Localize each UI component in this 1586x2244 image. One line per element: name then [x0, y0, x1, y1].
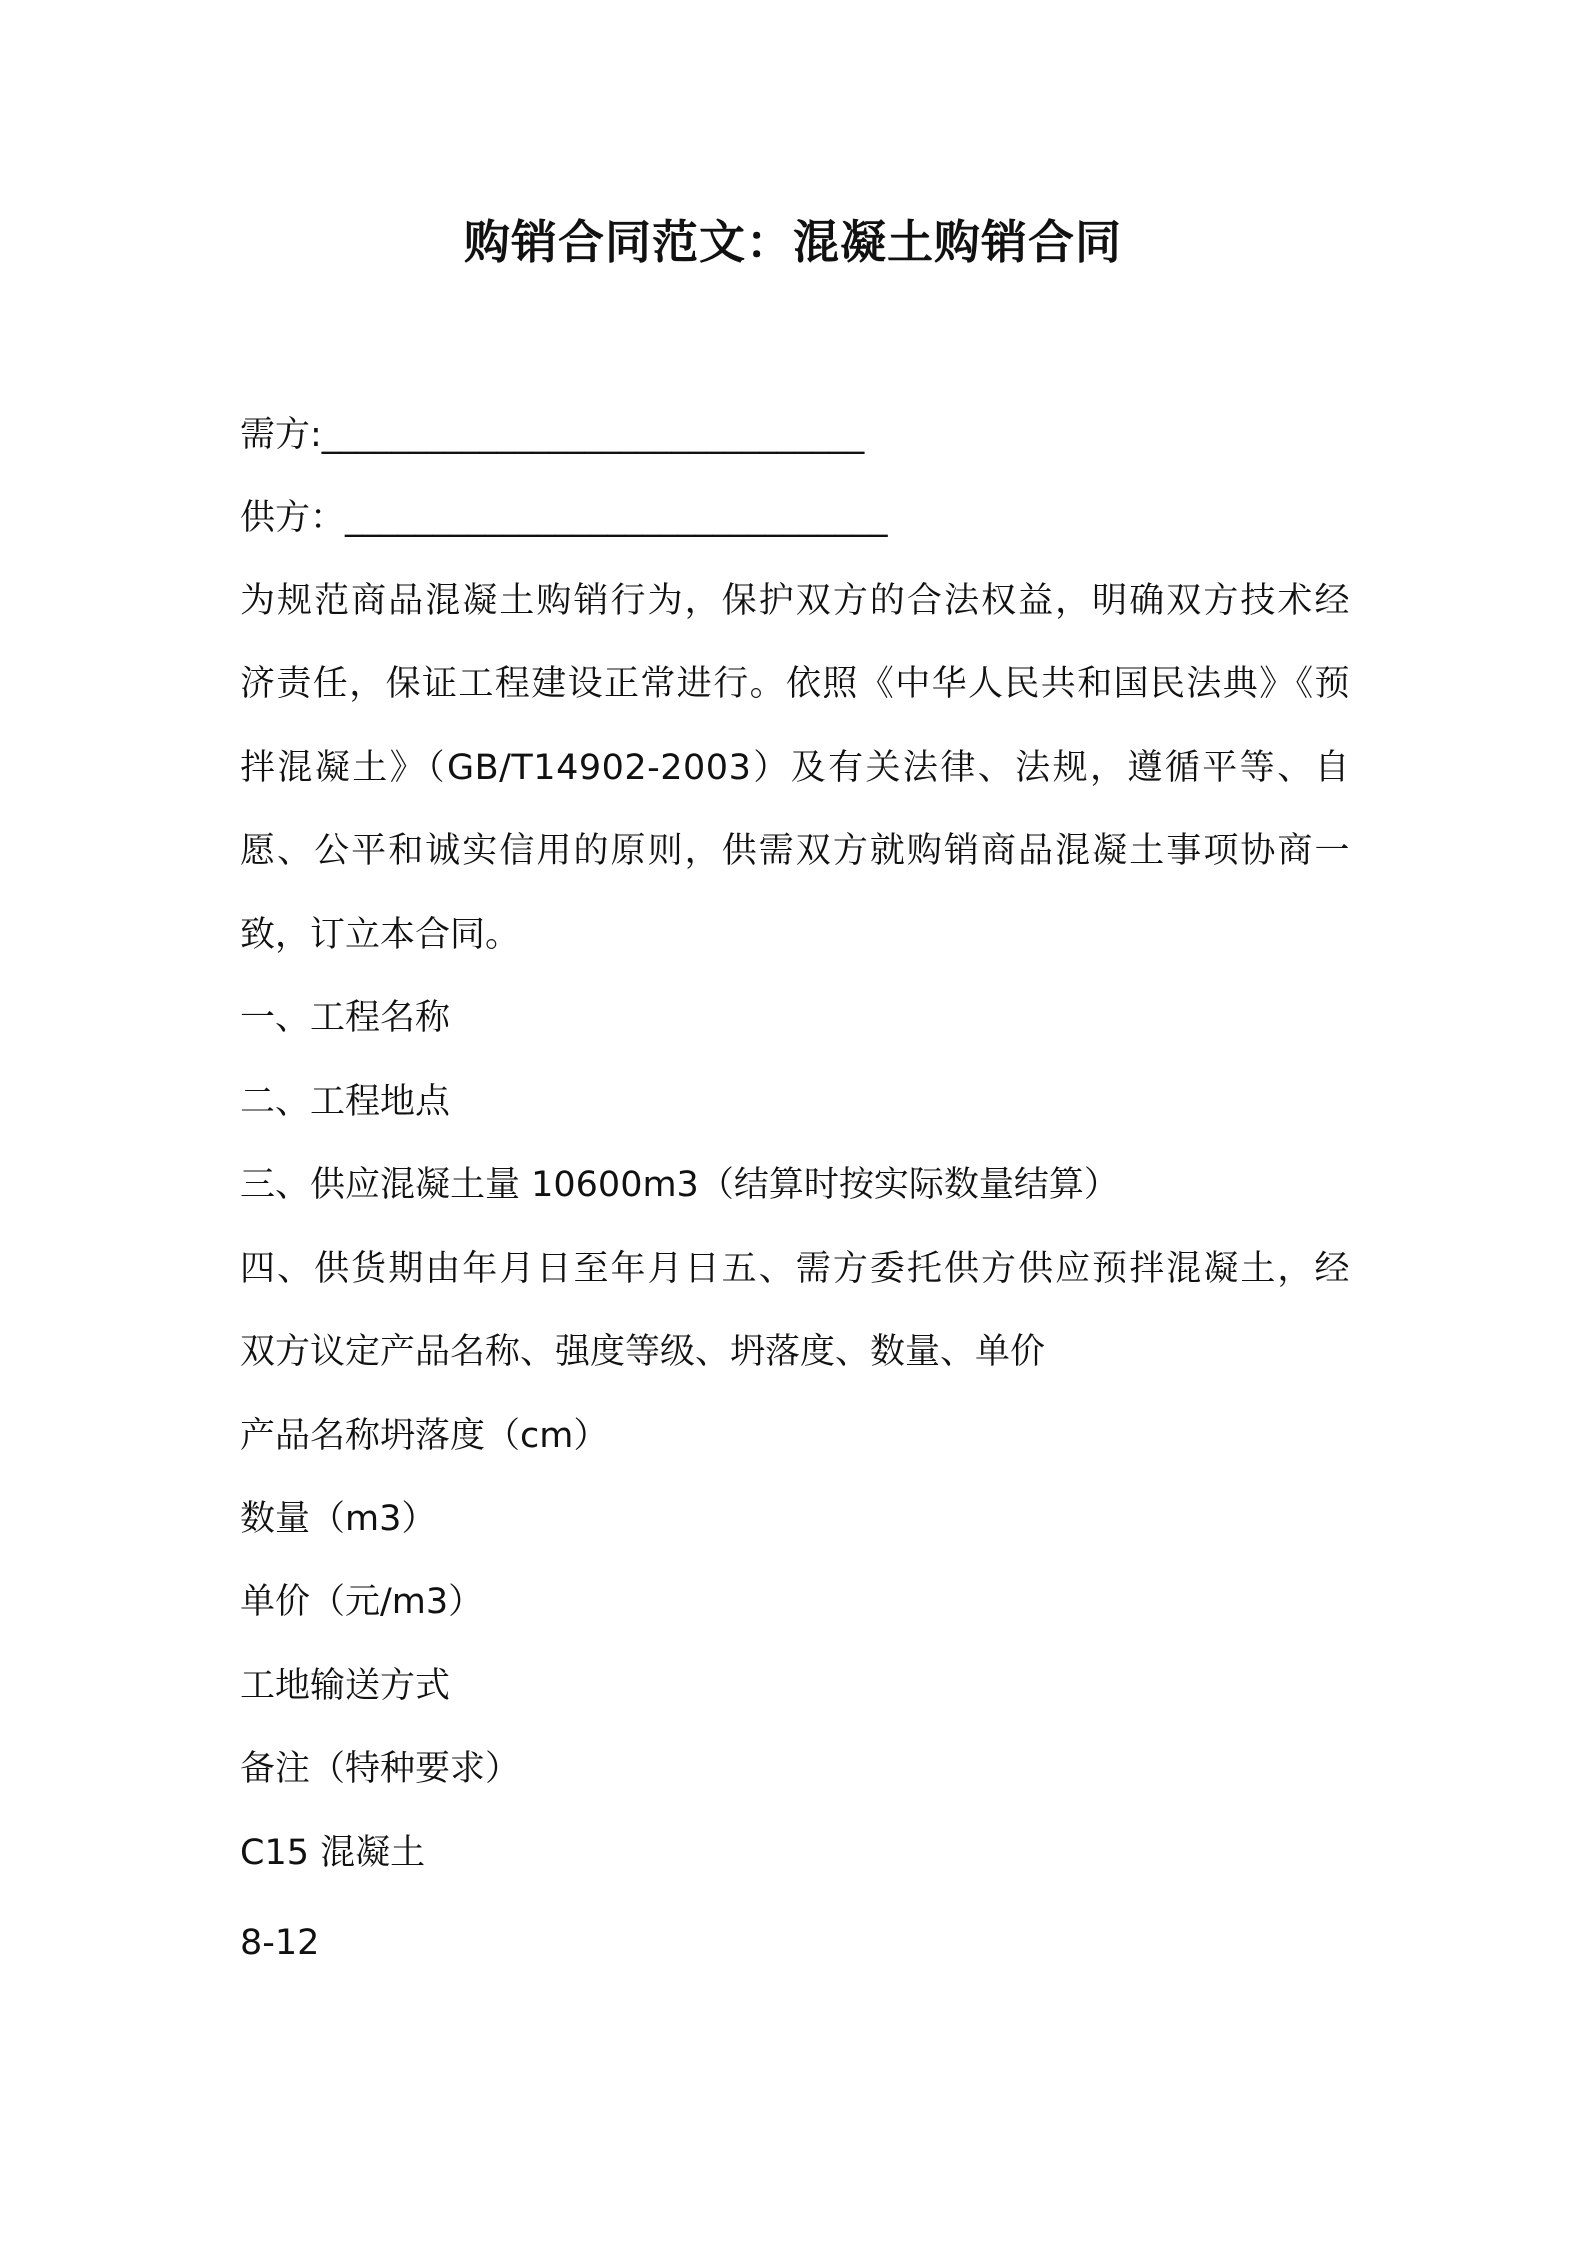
clause-item: 一、工程名称 — [240, 998, 451, 1038]
buyer-field: 需方:_______________________________ — [240, 415, 865, 455]
paragraph-line: 愿、公平和诚实信用的原则，供需双方就购销商品混凝土事项协商一 — [240, 831, 1350, 871]
clause-item: 三、供应混凝土量 10600m3（结算时按实际数量结算） — [240, 1165, 1119, 1205]
list-item: 工地输送方式 — [240, 1666, 451, 1706]
document-title: 购销合同范文：混凝土购销合同 — [464, 215, 1122, 269]
paragraph-line: 拌混凝土》（GB/T14902-2003）及有关法律、法规，遵循平等、自 — [240, 748, 1350, 788]
list-item: C15 混凝土 — [240, 1833, 426, 1873]
supplier-field: 供方：_______________________________ — [240, 498, 888, 538]
list-item: 8-12 — [240, 1923, 320, 1963]
clause-4-line: 双方议定产品名称、强度等级、坍落度、数量、单价 — [240, 1332, 1046, 1372]
paragraph-line: 为规范商品混凝土购销行为，保护双方的合法权益，明确双方技术经 — [240, 581, 1350, 621]
paragraph-line: 致，订立本合同。 — [240, 915, 521, 955]
list-item: 数量（m3） — [240, 1499, 437, 1539]
list-item: 产品名称坍落度（cm） — [240, 1416, 609, 1456]
paragraph-line: 济责任，保证工程建设正常进行。依照《中华人民共和国民法典》《预 — [240, 664, 1350, 704]
list-item: 单价（元/m3） — [240, 1582, 484, 1622]
list-item: 备注（特种要求） — [240, 1749, 521, 1789]
clause-4-line: 四、供货期由年月日至年月日五、需方委托供方供应预拌混凝土，经 — [240, 1249, 1350, 1289]
clause-item: 二、工程地点 — [240, 1082, 451, 1122]
